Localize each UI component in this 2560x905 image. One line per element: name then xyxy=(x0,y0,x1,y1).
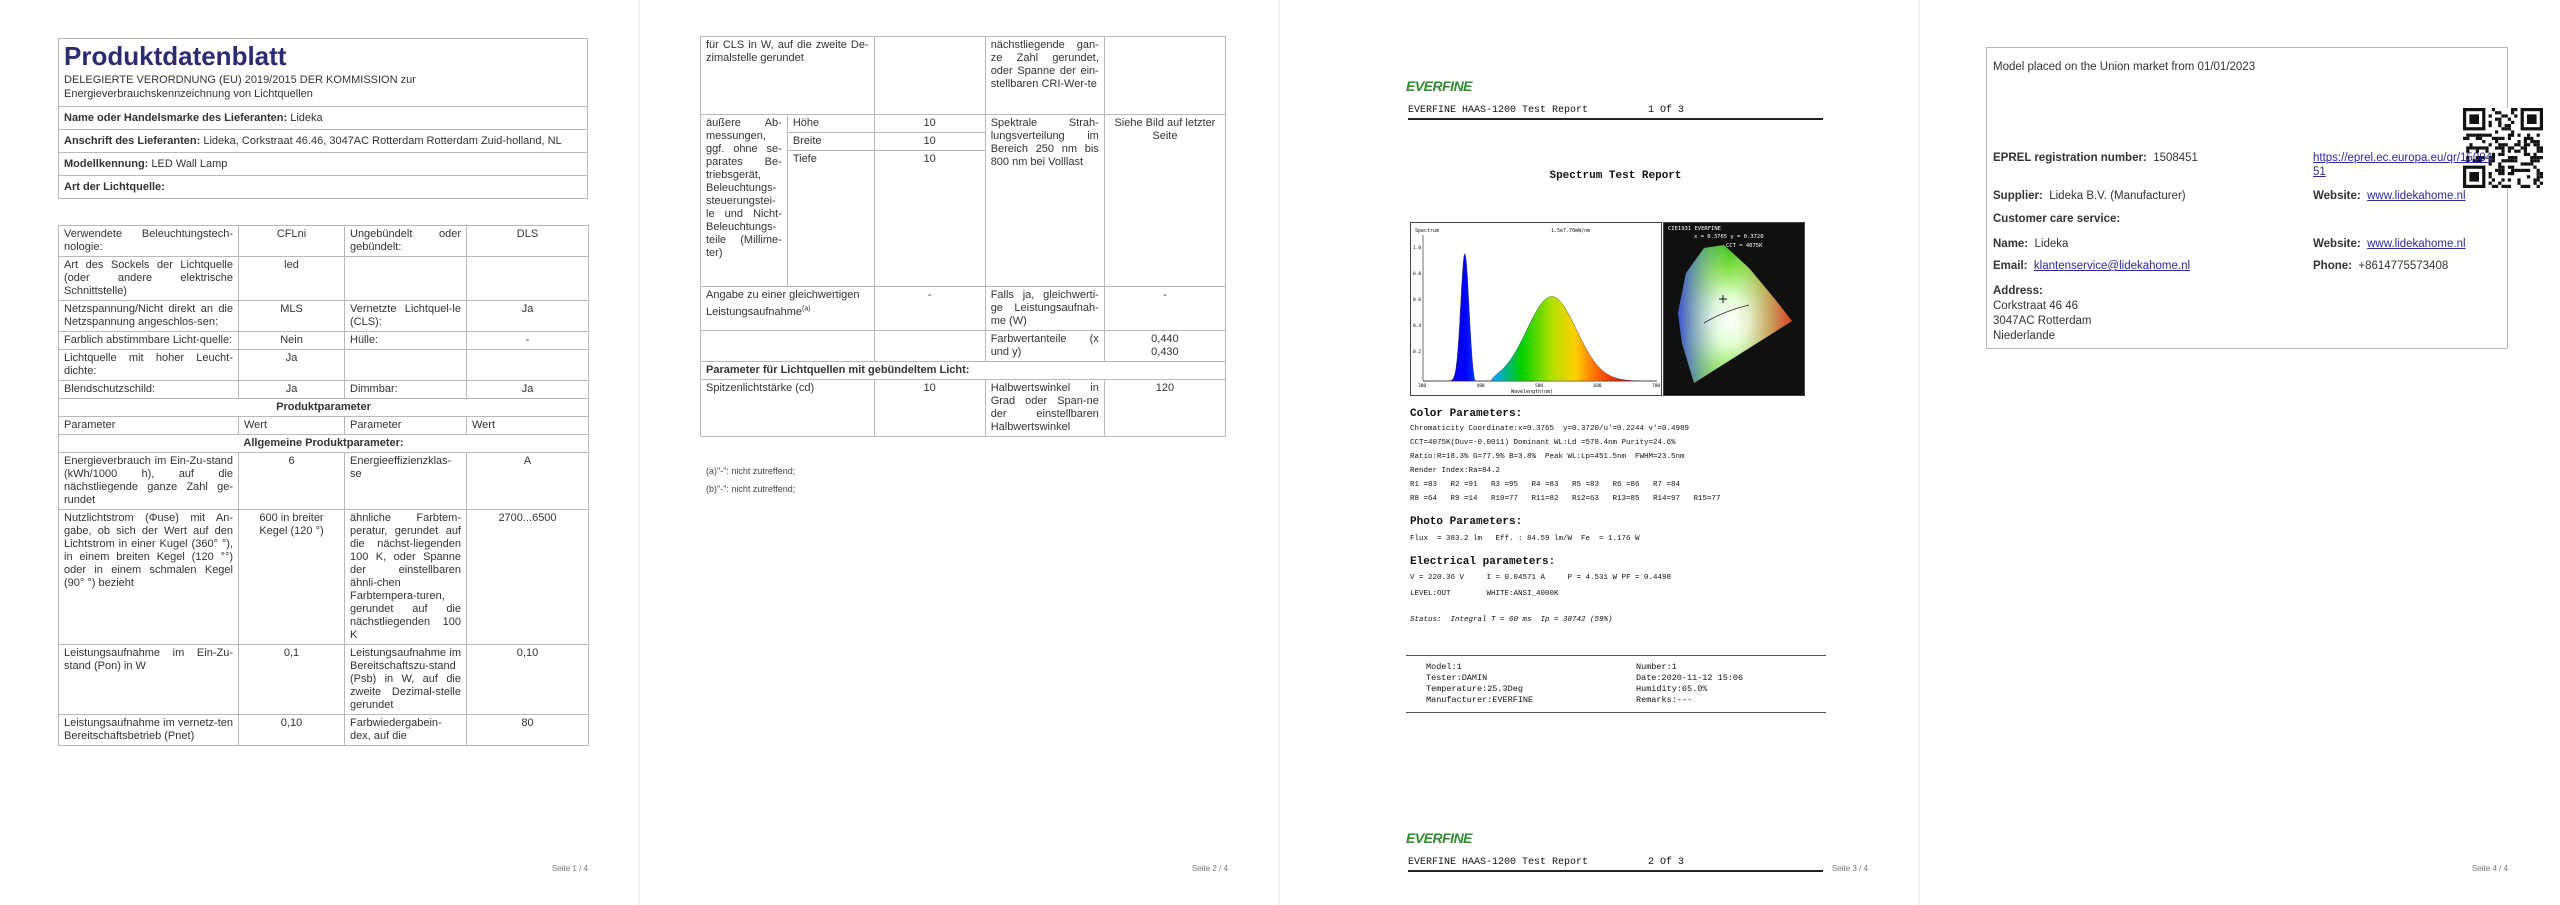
report-header: EVERFINE HAAS-1200 Test Report 1 Of 3 xyxy=(1408,105,1823,120)
table-cell: - xyxy=(467,332,589,350)
ifyes-value: - xyxy=(1104,287,1225,331)
color-line: R8 =64 R9 =14 R10=77 R11=82 R12=63 R13=85 R14=97 R15=77 xyxy=(1410,495,1721,503)
equiv-label-text: Angabe zu einer gleichwertigen Leistungsaufnahme$^{(a)}$ xyxy=(706,289,860,318)
page-number: Seite 3 / 4 xyxy=(1831,864,1868,873)
eprel-link[interactable]: https://eprel.ec.europa.eu/qr/1508451 xyxy=(2313,152,2493,178)
spectrum-xtick: 680 xyxy=(1593,384,1602,389)
table-cell: Nein xyxy=(239,332,345,350)
website-row xyxy=(2313,189,2466,203)
color-value xyxy=(1104,331,1225,362)
table-cell: A xyxy=(467,453,589,510)
address-line-1: Corkstraat 46 46 xyxy=(1993,300,2079,312)
table-cell xyxy=(467,350,589,381)
table-row xyxy=(59,715,589,746)
meta-left: Model:1 Tester:DAMIN Temperature:25.3Deg Manufacturer:EVERFINE xyxy=(1426,662,1534,705)
photo-line: Flux = 383.2 lm Eff. : 84.59 lm/W Fe = 1.176 W xyxy=(1410,535,1640,543)
cie-label: CIE1931 EVERFINE xyxy=(1668,226,1721,232)
param-label: nächstliegende gan-ze Zahl gerundet, oder Spanne der ein-stellbaren CRI-Wer-te xyxy=(985,37,1104,115)
spectrum-ytick: 0.6 xyxy=(1413,298,1422,303)
spectrum-ytick: 1.0 xyxy=(1413,246,1422,251)
table-cell: Ungebündelt oder gebündelt: xyxy=(345,226,467,257)
cie-coords: x = 0.3765 y = 0.3720 xyxy=(1694,234,1764,240)
supplier-label: Supplier: xyxy=(1993,190,2043,202)
beam-label: Halbwertswinkel in Grad oder Span-ne der einstellbaren Halbwertswinkel xyxy=(985,380,1104,437)
table-cell: Leistungsaufnahme im vernetz-ten Bereitschaftsbetrieb (Pnet) xyxy=(59,715,239,746)
outer-dimensions-label: äußere Ab-messungen, ggf. ohne se-parates Be-triebsgerät, Beleuchtungs-steuerungstei-le und Nicht-Beleuchtungs-teile (Millime-ter) xyxy=(701,115,788,287)
website2-row xyxy=(2313,237,2466,251)
value-header: Wert xyxy=(239,417,345,435)
name-label: Name: xyxy=(1993,238,2029,250)
website2-label: Website: xyxy=(2313,238,2361,250)
eprel-label: EPREL registration number: xyxy=(1993,152,2147,164)
param-value xyxy=(1104,37,1225,115)
table-cell: Lichtquelle mit hoher Leucht-dichte: xyxy=(59,350,239,381)
color-line: Render Index:Ra=84.2 xyxy=(1410,467,1501,475)
address-line-3: Niederlande xyxy=(1993,330,2056,342)
ifyes-label: Falls ja, gleichwerti-ge Leistungsaufnah-me (W) xyxy=(985,287,1104,331)
spectrum-xtick: 780 xyxy=(1652,384,1661,389)
light-source-type-label: Art der Lichtquelle: xyxy=(59,176,587,199)
spectral-label: Spektrale Strah-lungsverteilung im Bereich 250 nm bis 800 nm bei Volllast xyxy=(985,115,1104,287)
params-table-continued xyxy=(700,36,1226,437)
empty-cell xyxy=(874,331,985,362)
cie-diagram xyxy=(1663,222,1805,396)
table-cell: Netzspannung/Nicht direkt an die Netzspannung angeschlos-sen: xyxy=(59,301,239,332)
table-cell: 600 in breiter Kegel (120 °) xyxy=(239,510,345,645)
param-header: Parameter xyxy=(345,417,467,435)
table-cell: ähnliche Farbtem-peratur, gerundet auf die nächst-liegenden 100 K, oder Spanne der einstellbaren ähnli-chen Farbtempera-turen, gerundet auf die nächstliegenden 100 K xyxy=(345,510,467,645)
header-box xyxy=(58,38,588,199)
bundled-heading: Parameter für Lichtquellen mit gebündeltem Licht: xyxy=(701,362,1226,380)
market-date: Model placed on the Union market from 01/01/2023 xyxy=(1993,61,2256,73)
color-label: Farbwertanteile (x und y) xyxy=(985,331,1104,362)
spectrum-chart xyxy=(1410,222,1662,396)
table-row xyxy=(701,331,1226,362)
address-value: Lideka, Corkstraat 46.46, 3047AC Rotterdam Rotterdam Zuid-holland, NL xyxy=(203,135,562,147)
table-cell: DLS xyxy=(467,226,589,257)
dim-value: 10 xyxy=(874,151,985,287)
email-row xyxy=(1993,259,2190,273)
page-title: Produktdatenblatt xyxy=(64,41,287,71)
color-line: Chromaticity Coordinate:x=0.3765 y=0.3720/u'=0.2244 v'=0.4989 xyxy=(1410,425,1690,433)
table-row xyxy=(701,115,1226,133)
peak-label: Spitzenlichtstärke (cd) xyxy=(701,380,875,437)
spectrum-curve xyxy=(1423,253,1657,381)
website2-link[interactable]: www.lidekahome.nl xyxy=(2367,238,2466,250)
footnote-b: (b)"-": nicht zutreffend; xyxy=(706,484,796,494)
spectrum-xtick: 480 xyxy=(1476,384,1485,389)
regulation-subtitle: DELEGIERTE VERORDNUNG (EU) 2019/2015 DER KOMMISSION zur Energieverbrauchskennzeichnung von Lichtquellen xyxy=(59,71,587,107)
meta-right: Number:1 Date:2020-11-12 15:06 Humidity:65.0% Remarks:--- xyxy=(1636,662,1744,705)
eprel-info-box xyxy=(1986,47,2508,349)
product-params-heading: Produktparameter xyxy=(59,399,589,417)
model-value: LED Wall Lamp xyxy=(151,158,228,170)
eprel-row xyxy=(1993,151,2198,165)
table-cell: Dimmbar: xyxy=(345,381,467,399)
table-cell: Hülle: xyxy=(345,332,467,350)
table-row xyxy=(59,645,589,715)
table-row xyxy=(59,453,589,510)
page-4 xyxy=(1920,0,2560,905)
table-row xyxy=(59,226,589,257)
address-row xyxy=(59,130,587,153)
page-number: Seite 4 / 4 xyxy=(2471,864,2508,873)
website-link[interactable]: www.lidekahome.nl xyxy=(2367,190,2466,202)
table-cell xyxy=(345,257,467,301)
table-cell: Leistungsaufnahme im Ein-Zu-stand (Pon) in W xyxy=(59,645,239,715)
photo-params-heading: Photo Parameters: xyxy=(1410,516,1523,528)
elec-line: LEVEL:OUT WHITE:ANSI_4000K xyxy=(1410,590,1559,598)
beam-value: 120 xyxy=(1104,380,1225,437)
product-params-row xyxy=(59,399,589,417)
website-label: Website: xyxy=(2313,190,2361,202)
table-cell: 0,1 xyxy=(239,645,345,715)
table-cell: 0,10 xyxy=(467,645,589,715)
everfine-logo: EVERFINE xyxy=(1406,830,1473,846)
supplier-row xyxy=(1993,189,2186,203)
spectrum-svg xyxy=(1411,223,1661,395)
table-row xyxy=(701,380,1226,437)
table-cell: MLS xyxy=(239,301,345,332)
color-line: CCT=4075K(Duv=-0.0011) Dominant WL:Ld =578.4nm Purity=24.6% xyxy=(1410,439,1676,447)
model-label: Modellkennung: xyxy=(64,158,149,170)
page-number: Seite 2 / 4 xyxy=(1191,864,1228,873)
phone-row xyxy=(2313,259,2448,273)
equiv-value: - xyxy=(874,287,985,331)
table-cell: Nutzlichtstrom (Φuse) mit An-gabe, ob sich der Wert auf den Lichtstrom in einer Kugel (360° °), in einem breiten Kegel (120 °°) oder in einem schmalen Kegel (90° °) bezieht xyxy=(59,510,239,645)
table-row xyxy=(59,510,589,645)
table-cell: Leistungsaufnahme im Bereitschaftszu-stand (Psb) in W, auf die zweite Dezimal-stelle gerundet xyxy=(345,645,467,715)
page-number: Seite 1 / 4 xyxy=(551,864,588,873)
param-header: Parameter xyxy=(59,417,239,435)
color-line: Ratio:R=18.3% G=77.9% B=3.8% Peak WL:Lp=451.5nm FWHM=23.5nm xyxy=(1410,453,1685,461)
spectrum-xtick: 380 xyxy=(1418,384,1427,389)
spectrum-peak: 1.5e7.70mW/nm xyxy=(1551,228,1591,234)
dim-label: Breite xyxy=(787,133,874,151)
param-value xyxy=(874,37,985,115)
supplier-value: Lideka B.V. (Manufacturer) xyxy=(2049,190,2186,202)
table-row xyxy=(59,257,589,301)
table-cell: Blendschutzschild: xyxy=(59,381,239,399)
address-line-2: 3047AC Rotterdam xyxy=(1993,315,2092,327)
table-row xyxy=(59,350,589,381)
name-value: Lideka xyxy=(2034,238,2069,250)
model-row xyxy=(59,153,587,176)
phone-label: Phone: xyxy=(2313,260,2352,272)
phone-value: +8614775573408 xyxy=(2358,260,2449,272)
dim-label: Höhe xyxy=(787,115,874,133)
elec-params-heading: Electrical parameters: xyxy=(1410,556,1556,568)
cie-svg xyxy=(1664,223,1804,395)
dim-value: 10 xyxy=(874,115,985,133)
table-cell: Vernetzte Lichtquel-le (CLS): xyxy=(345,301,467,332)
table-cell: 6 xyxy=(239,453,345,510)
dim-label: Tiefe xyxy=(787,151,874,287)
table-row xyxy=(701,37,1226,115)
spectrum-ytick: 0.4 xyxy=(1413,324,1422,329)
supplier-label: Name oder Handelsmarke des Lieferanten: xyxy=(64,112,288,124)
table-cell: Energieeffizienzklas-se xyxy=(345,453,467,510)
dim-value: 10 xyxy=(874,133,985,151)
eprel-value: 1508451 xyxy=(2153,152,2198,164)
table-row xyxy=(59,332,589,350)
peak-value: 10 xyxy=(874,380,985,437)
table-cell: Farblich abstimmbare Licht-quelle: xyxy=(59,332,239,350)
table-row xyxy=(701,362,1226,380)
color-x: 0,440 xyxy=(1151,333,1179,345)
empty-cell xyxy=(701,331,875,362)
page-3 xyxy=(1280,0,1920,905)
everfine-logo: EVERFINE xyxy=(1406,78,1473,94)
value-header: Wert xyxy=(467,417,589,435)
table-cell: Ja xyxy=(467,381,589,399)
general-params-row xyxy=(59,435,589,453)
email-link[interactable]: klantenservice@lidekahome.nl xyxy=(2033,260,2191,272)
general-params-heading: Allgemeine Produktparameter: xyxy=(59,435,589,453)
color-params-heading: Color Parameters: xyxy=(1410,408,1523,420)
supplier-value: Lideka xyxy=(290,112,323,124)
color-y: 0,430 xyxy=(1151,346,1179,358)
table-row xyxy=(701,287,1226,331)
table-cell: Ja xyxy=(239,381,345,399)
address-label: Address: xyxy=(1993,285,2043,297)
table-cell: 0,10 xyxy=(239,715,345,746)
light-source-table xyxy=(58,225,589,746)
elec-line: V = 220.36 V I = 0.04571 A P = 4.531 W PF = 0.4498 xyxy=(1410,574,1672,582)
page-1 xyxy=(0,0,640,905)
table-cell: 80 xyxy=(467,715,589,746)
name-row xyxy=(1993,237,2068,251)
report-header-2: EVERFINE HAAS-1200 Test Report 2 Of 3 xyxy=(1408,857,1823,872)
spectrum-label: Spectrum xyxy=(1415,228,1440,234)
status-line: Status: Integral T = 60 ms Ip = 38742 (59%) xyxy=(1410,616,1613,624)
param-header-row xyxy=(59,417,589,435)
param-label: für CLS in W, auf die zweite De-zimalstelle gerundet xyxy=(701,37,875,115)
table-cell: Ja xyxy=(239,350,345,381)
spectral-value: Siehe Bild auf letzter Seite xyxy=(1104,115,1225,287)
spectrum-xlabel: Wavelength(nm) xyxy=(1511,389,1554,395)
report-title: Spectrum Test Report xyxy=(1549,170,1682,182)
table-row xyxy=(59,301,589,332)
table-cell: Ja xyxy=(467,301,589,332)
table-cell: Art des Sockels der Lichtquelle (oder andere elektrische Schnittstelle) xyxy=(59,257,239,301)
color-line: R1 =83 R2 =91 R3 =95 R4 =83 R5 =83 R6 =86 R7 =84 xyxy=(1410,481,1681,489)
table-cell: led xyxy=(239,257,345,301)
spectrum-ytick: 0.8 xyxy=(1413,272,1422,277)
email-label: Email: xyxy=(1993,260,2028,272)
supplier-row xyxy=(59,107,587,130)
equiv-label xyxy=(701,287,875,331)
table-cell xyxy=(467,257,589,301)
table-cell: 2700...6500 xyxy=(467,510,589,645)
page-2 xyxy=(640,0,1280,905)
table-cell xyxy=(345,350,467,381)
table-cell: Energieverbrauch im Ein-Zu-stand (kWh/1000 h), auf die nächstliegende ganze Zahl ge-rundet xyxy=(59,453,239,510)
customer-care-label: Customer care service: xyxy=(1993,213,2121,225)
cie-cct: CCT = 4075K xyxy=(1726,243,1763,249)
spectrum-ytick: 0.2 xyxy=(1413,350,1422,355)
table-row xyxy=(59,381,589,399)
footnote-a: (a)"-": nicht zutreffend; xyxy=(706,466,796,476)
spectrum-xtick: 580 xyxy=(1535,384,1544,389)
address-label: Anschrift des Lieferanten: xyxy=(64,135,201,147)
table-cell: Verwendete Beleuchtungstech-nologie: xyxy=(59,226,239,257)
table-cell: CFLni xyxy=(239,226,345,257)
table-cell: Farbwiedergabein-dex, auf die xyxy=(345,715,467,746)
